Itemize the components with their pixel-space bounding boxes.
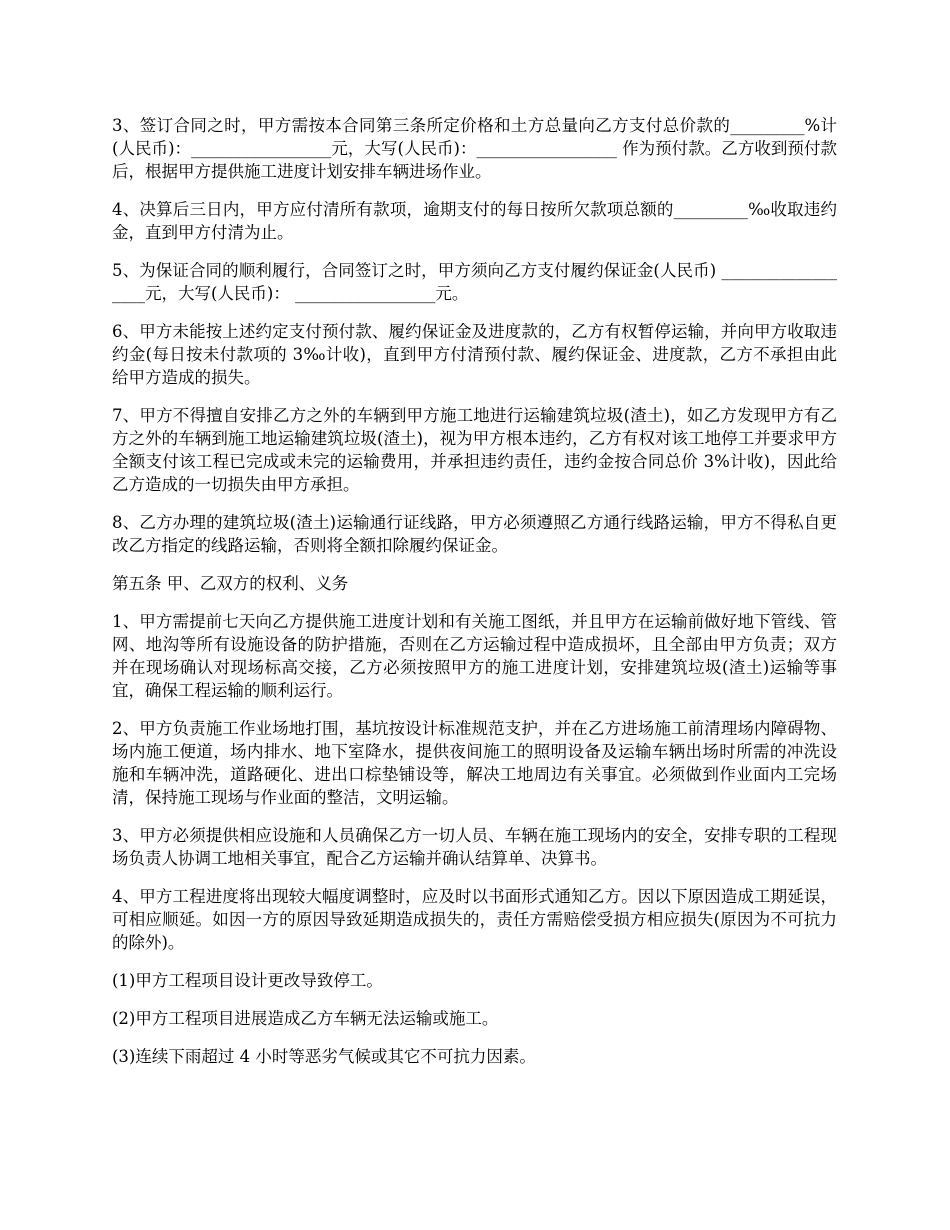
paragraph-clause-7-vehicles: 7、甲方不得擅自安排乙方之外的车辆到甲方施工地进行运输建筑垃圾(渣土)，如乙方发现甲方有乙方之外的车辆到施工地运输建筑垃圾(渣土)，视为甲方根本违约，乙方有权对该工地停工并要求甲方全额支付该工程已完成或未完的运输费用，并承担违约责任，违约金按合同总价 3%计收)，因此给乙方造成的一切损失由甲方承担。 [112,406,837,494]
paragraph-clause-5-deposit: 5、为保证合同的顺利履行，合同签订之时，甲方须向乙方支付履约保证金(人民币) __________________元，大写(人民币)： _________________元。 [112,261,837,303]
paragraph-clause-4-settlement: 4、决算后三日内，甲方应付清所有款项，逾期支付的每日按所欠款项总额的_________‰收取违约金，直到甲方付清为止。 [112,200,837,242]
document-body [112,114,837,1083]
paragraph-duty-1-schedule: 1、甲方需提前七天向乙方提供施工进度计划和有关施工图纸，并且甲方在运输前做好地下管线、管网、地沟等所有设施设备的防护措施，否则在乙方运输过程中造成损坏，且全部由甲方负责；双方并在现场确认对现场标高交接，乙方必须按照甲方的施工进度计划，安排建筑垃圾(渣土)运输等事宜，确保工程运输的顺利运行。 [112,612,837,700]
list-item-delay-reason-1: (1)甲方工程项目设计更改导致停工。 [112,971,383,990]
paragraph-duty-4-delay: 4、甲方工程进度将出现较大幅度调整时，应及时以书面形式通知乙方。因以下原因造成工期延误，可相应顺延。如因一方的原因导致延期造成损失的，责任方需赔偿受损方相应损失(原因为不可抗力的除外)。 [112,887,837,952]
paragraph-duty-2-site: 2、甲方负责施工作业场地打围，基坑按设计标准规范支护，并在乙方进场施工前清理场内障碍物、场内施工便道，场内排水、地下室降水，提供夜间施工的照明设备及运输车辆出场时所需的冲洗设施和车辆冲洗，道路硬化、进出口棕垫铺设等，解决工地周边有关事宜。必须做到作业面内工完场清，保持施工现场与作业面的整洁，文明运输。 [112,719,837,807]
paragraph-clause-6-penalty: 6、甲方未能按上述约定支付预付款、履约保证金及进度款的，乙方有权暂停运输，并向甲方收取违约金(每日按未付款项的 3‰计收)，直到甲方付清预付款、履约保证金、进度款，乙方不承担由此给甲方造成的损失。 [112,322,837,387]
list-item-delay-reason-3: (3)连续下雨超过 4 小时等恶劣气候或其它不可抗力因素。 [112,1047,536,1066]
paragraph-clause-8-route: 8、乙方办理的建筑垃圾(渣土)运输通行证线路，甲方必须遵照乙方通行线路运输，甲方不得私自更改乙方指定的线路运输，否则将全额扣除履约保证金。 [112,513,837,555]
list-item-delay-reason-2: (2)甲方工程项目进展造成乙方车辆无法运输或施工。 [112,1009,499,1028]
section-heading-article-5: 第五条 甲、乙双方的权利、义务 [112,574,349,593]
paragraph-clause-3-prepayment: 3、签订合同之时，甲方需按本合同第三条所定价格和土方总量向乙方支付总价款的_________%计(人民币)：_________________元，大写(人民币)：_________________ 作为预付款。乙方收到预付款后，根据甲方提供施工进度计划安排车辆进场作业。 [112,116,837,181]
paragraph-duty-3-safety: 3、甲方必须提供相应设施和人员确保乙方一切人员、车辆在施工现场内的安全，安排专职的工程现场负责人协调工地相关事宜，配合乙方运输并确认结算单、决算书。 [112,826,837,868]
